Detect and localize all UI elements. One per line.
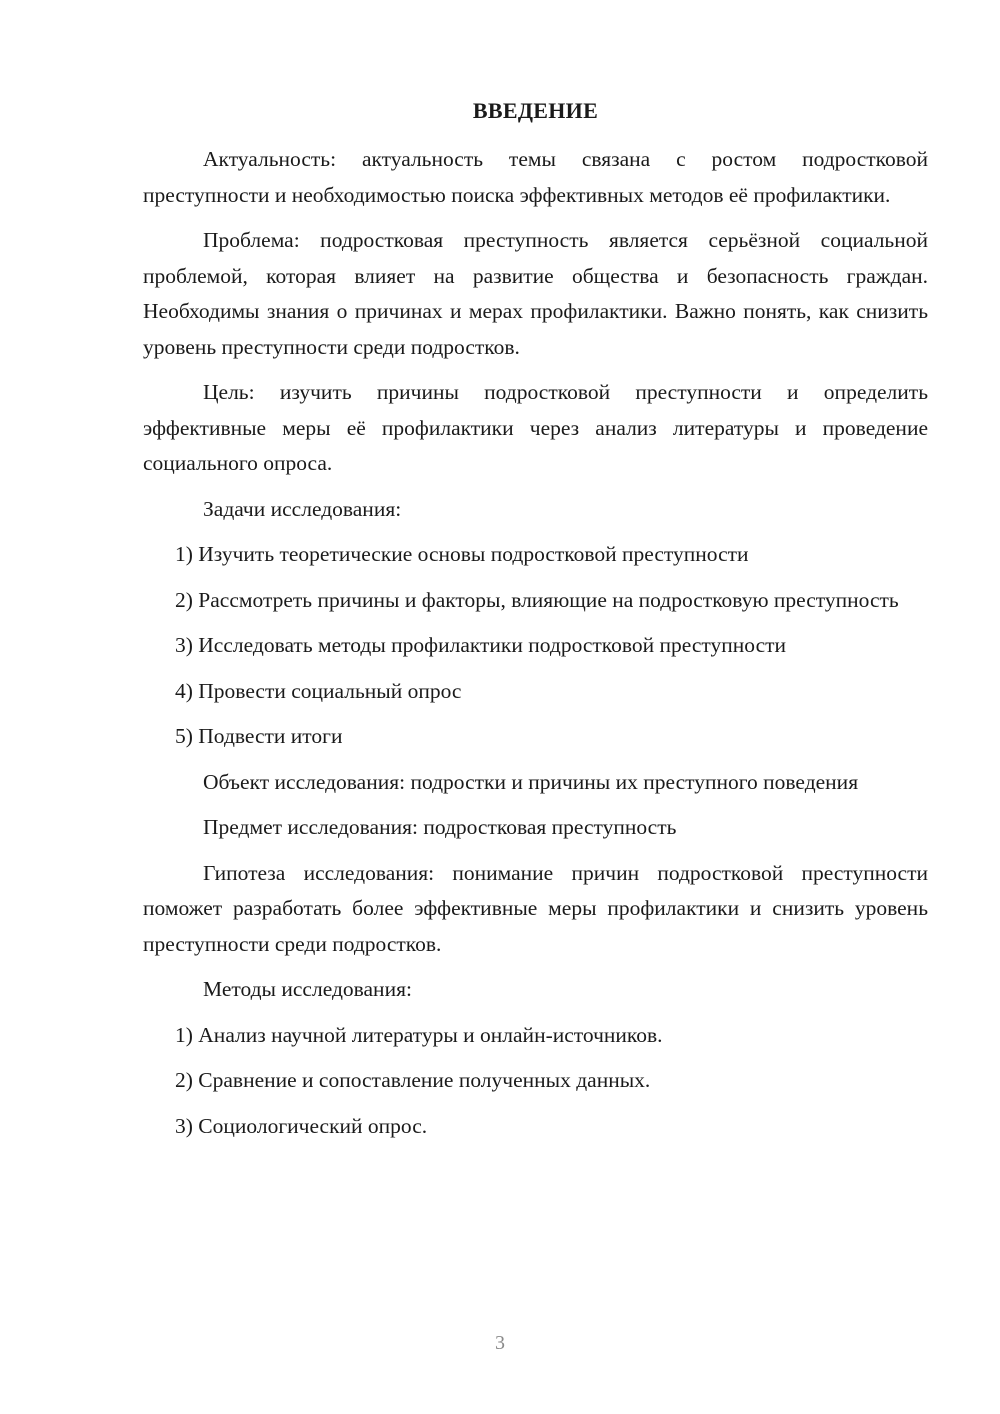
paragraph-subject: Предмет исследования: подростковая преступность — [203, 815, 677, 839]
paragraph-methods-heading: Методы исследования: — [203, 977, 412, 1001]
task-item-2: 2) Рассмотреть причины и факторы, влияющие на подростковую преступность — [175, 587, 899, 612]
paragraph-tasks-heading: Задачи исследования: — [203, 496, 402, 521]
task-item-3: 3) Исследовать методы профилактики подростковой преступности — [175, 633, 787, 657]
document-body — [143, 142, 928, 1154]
page-number: 3 — [495, 1332, 505, 1354]
page-title: ВВЕДЕНИЕ — [472, 98, 599, 123]
method-item-3: 3) Социологический опрос. — [175, 1113, 428, 1138]
method-item-2: 2) Сравнение и сопоставление полученных данных. — [175, 1068, 651, 1092]
paragraph-goal: Цель: изучить причины подростковой преступности и определить эффективные меры её профилактики через анализ литературы и проведение социального опроса. — [143, 380, 928, 475]
task-item-5: 5) Подвести итоги — [175, 724, 343, 748]
method-item-1: 1) Анализ научной литературы и онлайн-источников. — [175, 1022, 663, 1047]
task-item-4: 4) Провести социальный опрос — [175, 678, 462, 703]
paragraph-hypothesis: Гипотеза исследования: понимание причин подростковой преступности поможет разработать более эффективные меры профилактики и снизить уровень преступности среди подростков. — [143, 860, 928, 956]
paragraph-relevance: Актуальность: актуальность темы связана с ростом подростковой преступности и необходимостью поиска эффективных методов её профилактики. — [143, 147, 928, 207]
task-item-1: 1) Изучить теоретические основы подростковой преступности — [175, 542, 749, 566]
paragraph-object: Объект исследования: подростки и причины их преступного поведения — [203, 769, 859, 794]
paragraph-problem: Проблема: подростковая преступность является серьёзной социальной проблемой, которая влияет на развитие общества и безопасность граждан. Необходимы знания о причинах и мерах профилактики. Важно понять, как снизить уровень преступности среди подростков. — [143, 228, 928, 359]
